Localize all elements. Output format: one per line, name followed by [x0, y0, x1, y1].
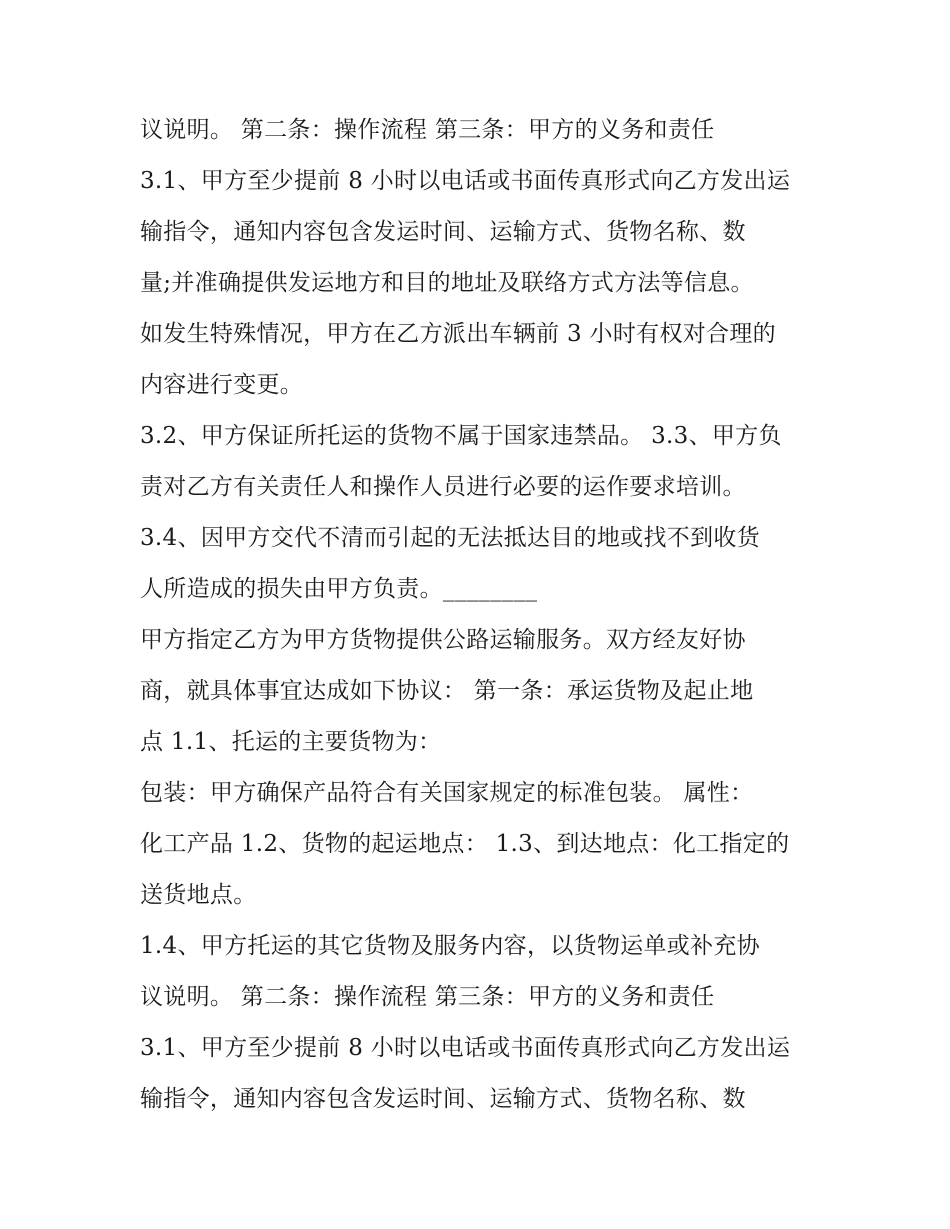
- text-line: 人所造成的损失由甲方负责。________: [140, 576, 538, 602]
- document-body: [140, 105, 820, 1125]
- text-line: 责对乙方有关责任人和操作人员进行必要的运作要求培训。: [140, 474, 746, 500]
- text-line: 如发生特殊情况，甲方在乙方派出车辆前 3 小时有权对合理的: [140, 321, 776, 347]
- text-line: 商，就具体事宜达成如下协议： 第一条：承运货物及起止地: [140, 678, 754, 704]
- text-line: 包装：甲方确保产品符合有关国家规定的标准包装。 属性：: [140, 780, 754, 806]
- text-line: 量;并准确提供发运地方和目的地址及联络方式方法等信息。: [140, 270, 754, 296]
- text-line: 议说明。 第二条：操作流程 第三条：甲方的义务和责任: [140, 984, 715, 1010]
- text-line: 3.2、甲方保证所托运的货物不属于国家违禁品。 3.3、甲方负: [140, 423, 782, 449]
- text-line: 内容进行变更。: [140, 372, 304, 398]
- text-line: 1.4、甲方托运的其它货物及服务内容，以货物运单或补充协: [140, 933, 760, 959]
- text-line: 甲方指定乙方为甲方货物提供公路运输服务。双方经友好协: [140, 627, 746, 653]
- text-line: 输指令，通知内容包含发运时间、运输方式、货物名称、数: [140, 219, 746, 245]
- text-line: 议说明。 第二条：操作流程 第三条：甲方的义务和责任: [140, 117, 715, 143]
- text-line: 3.4、因甲方交代不清而引起的无法抵达目的地或找不到收货: [140, 525, 760, 551]
- text-line: 点 1.1、托运的主要货物为：: [140, 729, 442, 755]
- text-line: 3.1、甲方至少提前 8 小时以电话或书面传真形式向乙方发出运: [140, 168, 791, 194]
- text-line: 3.1、甲方至少提前 8 小时以电话或书面传真形式向乙方发出运: [140, 1035, 791, 1061]
- text-line: 输指令，通知内容包含发运时间、运输方式、货物名称、数: [140, 1086, 746, 1112]
- text-line: 化工产品 1.2、货物的起运地点： 1.3、到达地点：化工指定的: [140, 831, 790, 857]
- text-line: 送货地点。: [140, 882, 257, 908]
